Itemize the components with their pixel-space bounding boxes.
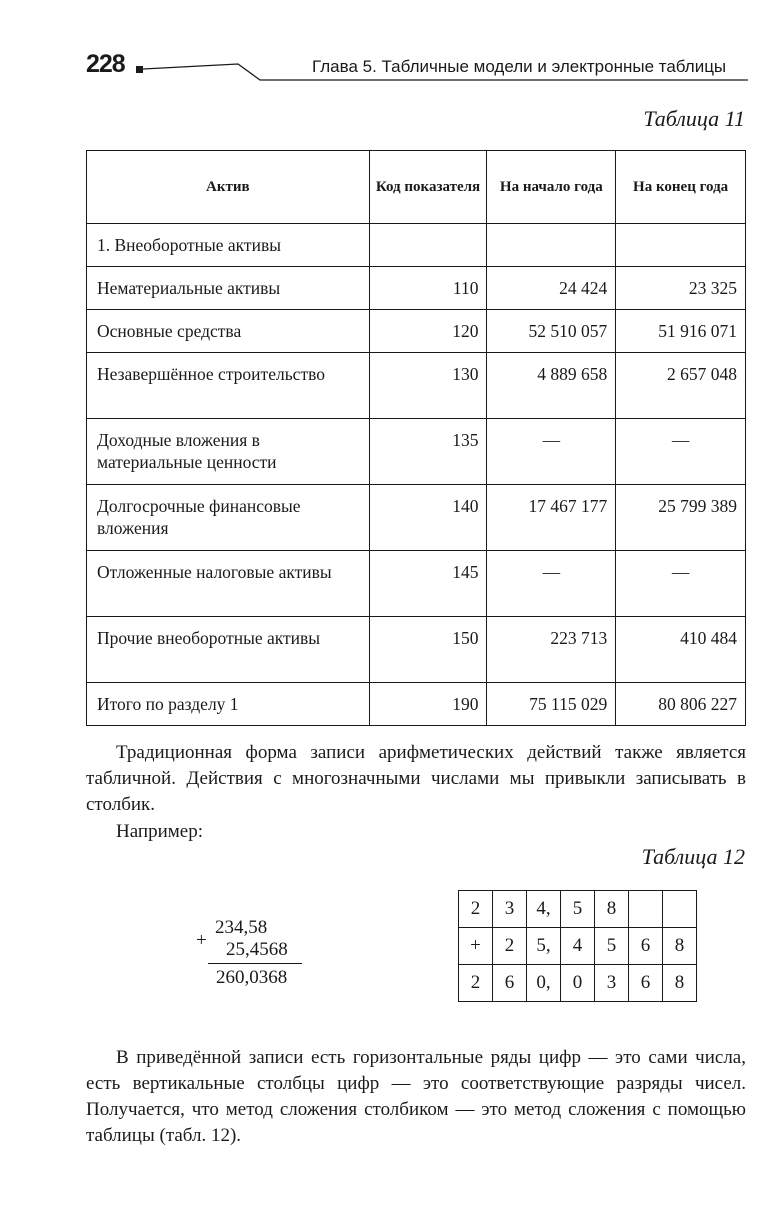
digit-cell: 5, <box>527 928 561 965</box>
table-row <box>87 551 746 617</box>
digit-cell <box>629 891 663 928</box>
header-marker <box>136 66 143 73</box>
operand-1: 234,58 <box>215 917 268 938</box>
cell-name: 1. Внеоборотные активы <box>87 224 370 267</box>
chapter-title: Глава 5. Табличные модели и электронные таблицы <box>312 57 727 76</box>
digit-cell: 2 <box>459 965 493 1002</box>
cell-code: 190 <box>369 683 487 726</box>
digit-cell: + <box>459 928 493 965</box>
cell-start <box>487 224 616 267</box>
cell-end: 2 657 048 <box>616 353 746 419</box>
cell-code: 110 <box>369 267 487 310</box>
plus-sign: + <box>196 930 207 951</box>
digit-cell: 5 <box>561 891 595 928</box>
digit-cell: 4 <box>561 928 595 965</box>
digit-cell: 5 <box>595 928 629 965</box>
sum-line <box>208 963 302 964</box>
cell-start: — <box>487 551 616 617</box>
cell-code: 145 <box>369 551 487 617</box>
digit-cell: 6 <box>629 928 663 965</box>
cell-start: 4 889 658 <box>487 353 616 419</box>
digit-cell: 8 <box>663 928 697 965</box>
cell-end: 80 806 227 <box>616 683 746 726</box>
cell-code <box>369 224 487 267</box>
cell-start: 52 510 057 <box>487 310 616 353</box>
table-12 <box>458 890 697 1002</box>
table-11-header-row <box>87 151 746 224</box>
digit-cell: 6 <box>493 965 527 1002</box>
digit-cell <box>663 891 697 928</box>
cell-start: 17 467 177 <box>487 485 616 551</box>
cell-code: 130 <box>369 353 487 419</box>
header-asset: Актив <box>87 151 370 224</box>
cell-name: Отложенные налоговые активы <box>87 551 370 617</box>
cell-start: 24 424 <box>487 267 616 310</box>
cell-end: 410 484 <box>616 617 746 683</box>
table-row <box>87 617 746 683</box>
digit-cell: 3 <box>595 965 629 1002</box>
cell-code: 150 <box>369 617 487 683</box>
digit-cell: 3 <box>493 891 527 928</box>
digit-cell: 2 <box>493 928 527 965</box>
cell-end: — <box>616 419 746 485</box>
cell-name: Итого по разделу 1 <box>87 683 370 726</box>
table-row <box>87 485 746 551</box>
table-row <box>87 353 746 419</box>
paragraph: В приведённой записи есть горизонтальные ряды цифр — это сами числа, есть вертикальные столбцы цифр — это соответствующие разряды чисел. Получается, что метод сложения столбиком — это метод сложения с помощью таблицы (табл. 12). <box>86 1047 746 1146</box>
table-11 <box>86 150 746 726</box>
table-row <box>459 928 697 965</box>
digit-cell: 0, <box>527 965 561 1002</box>
table-row <box>87 683 746 726</box>
table-row <box>87 419 746 485</box>
table-row <box>459 965 697 1002</box>
header-start: На начало года <box>487 151 616 224</box>
cell-code: 135 <box>369 419 487 485</box>
cell-name: Долгосрочные финансовые вложения <box>87 485 370 551</box>
cell-end <box>616 224 746 267</box>
cell-end: 25 799 389 <box>616 485 746 551</box>
paragraph: Традиционная форма записи арифметических действий также является табличной. Действия с многозначными числами мы привыкли записывать в столбик. <box>86 742 746 815</box>
table-row <box>87 224 746 267</box>
header-code: Код показателя <box>369 151 487 224</box>
cell-name: Прочие внеоборотные активы <box>87 617 370 683</box>
digit-cell: 0 <box>561 965 595 1002</box>
cell-name: Нематериальные активы <box>87 267 370 310</box>
paragraph: Например: <box>116 821 203 842</box>
cell-start: 75 115 029 <box>487 683 616 726</box>
table-11-caption: Таблица 11 <box>643 106 745 131</box>
table-row <box>87 310 746 353</box>
cell-start: 223 713 <box>487 617 616 683</box>
digit-cell: 8 <box>663 965 697 1002</box>
digit-cell: 6 <box>629 965 663 1002</box>
cell-end: 23 325 <box>616 267 746 310</box>
cell-code: 140 <box>369 485 487 551</box>
digit-cell: 8 <box>595 891 629 928</box>
header-end: На конец года <box>616 151 746 224</box>
cell-end: — <box>616 551 746 617</box>
digit-cell: 4, <box>527 891 561 928</box>
cell-name: Незавершённое строительство <box>87 353 370 419</box>
page-number: 228 <box>86 50 125 78</box>
digit-cell: 2 <box>459 891 493 928</box>
cell-end: 51 916 071 <box>616 310 746 353</box>
table-row <box>459 891 697 928</box>
cell-name: Основные средства <box>87 310 370 353</box>
table-12-caption: Таблица 12 <box>641 844 745 869</box>
cell-code: 120 <box>369 310 487 353</box>
operand-2: 25,4568 <box>226 939 288 960</box>
cell-start: — <box>487 419 616 485</box>
sum-result: 260,0368 <box>216 967 288 988</box>
table-row <box>87 267 746 310</box>
cell-name: Доходные вложения в материальные ценности <box>87 419 370 485</box>
